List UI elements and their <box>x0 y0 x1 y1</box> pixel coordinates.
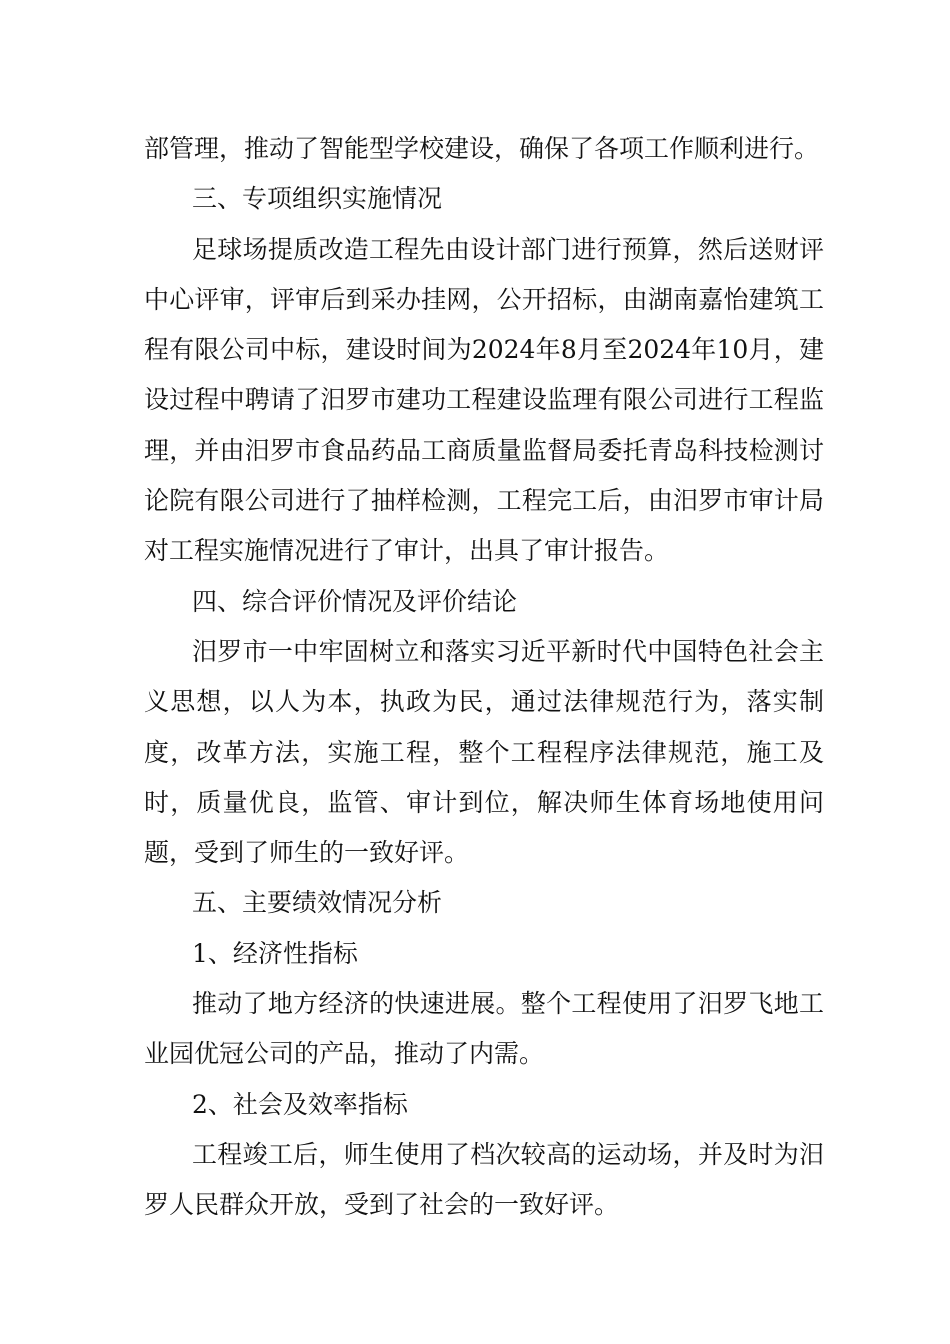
section-heading-5: 五、主要绩效情况分析 <box>192 888 443 918</box>
paragraph-economic: 推动了地方经济的快速进展。整个工程使用了汨罗飞地工业园优冠公司的产品，推动了内需。 <box>144 989 824 1069</box>
paragraph-evaluation: 汨罗市一中牢固树立和落实习近平新时代中国特色社会主义思想，以人为本，执政为民，通过法律规范行为，落实制度，改革方法，实施工程，整个工程程序法律规范，施工及时，质量优良，监管、审计到位，解决师生体育场地使用问题，受到了师生的一致好评。 <box>144 636 824 868</box>
paragraph-continuation: 部管理，推动了智能型学校建设，确保了各项工作顺利进行。 <box>144 134 820 163</box>
document-body <box>144 124 824 1231</box>
paragraph-implementation: 足球场提质改造工程先由设计部门进行预算，然后送财评中心评审，评审后到采办挂网，公开招标，由湖南嘉怡建筑工程有限公司中标，建设时间为2024年8月至2024年10月，建设过程中聘请了汨罗市建功工程建设监理有限公司进行工程监理，并由汨罗市食品药品工商质量监督局委托青岛科技检测讨论院有限公司进行了抽样检测，工程完工后，由汨罗市审计局对工程实施情况进行了审计，出具了审计报告。 <box>144 234 824 566</box>
section-heading-3: 三、专项组织实施情况 <box>192 184 443 214</box>
paragraph-social: 工程竣工后，师生使用了档次较高的运动场，并及时为汨罗人民群众开放，受到了社会的一致好评。 <box>144 1139 824 1220</box>
section-heading-4: 四、综合评价情况及评价结论 <box>192 586 518 616</box>
subheading-economic: 1、经济性指标 <box>192 938 358 968</box>
subheading-social: 2、社会及效率指标 <box>192 1089 408 1119</box>
